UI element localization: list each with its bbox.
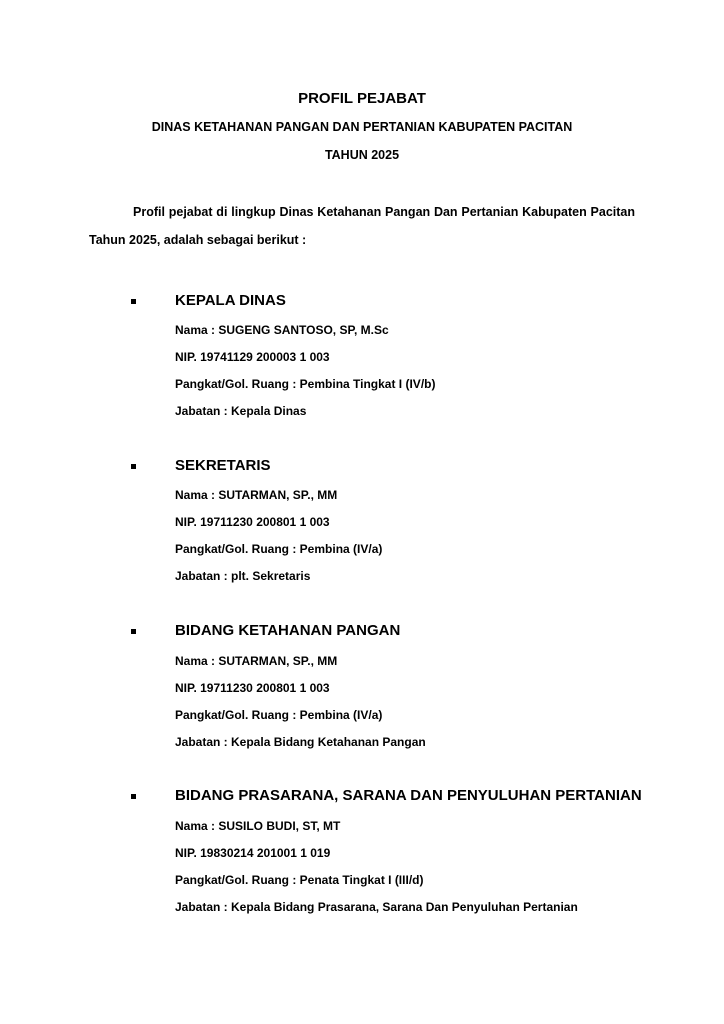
nip-line: NIP. 19711230 200801 1 003 [175, 681, 330, 695]
section-heading: BIDANG PRASARANA, SARANA DAN PENYULUHAN PERTANIAN [175, 787, 642, 804]
nama-line: Nama : SUTARMAN, SP., MM [175, 654, 338, 668]
nama-line: Nama : SUSILO BUDI, ST, MT [175, 819, 341, 833]
pangkat-line: Pangkat/Gol. Ruang : Penata Tingkat I (III/d) [175, 873, 424, 887]
bullet-icon [131, 629, 136, 634]
pangkat-line: Pangkat/Gol. Ruang : Pembina (IV/a) [175, 542, 383, 556]
section-heading: KEPALA DINAS [175, 292, 286, 309]
bullet-icon [131, 794, 136, 799]
pangkat-line: Pangkat/Gol. Ruang : Pembina (IV/a) [175, 708, 383, 722]
jabatan-line: Jabatan : plt. Sekretaris [175, 569, 311, 583]
jabatan-line: Jabatan : Kepala Dinas [175, 404, 307, 418]
intro-paragraph: Profil pejabat di lingkup Dinas Ketahanan Pangan Dan Pertanian Kabupaten Pacitan Tahun 2025, adalah sebagai berikut : [89, 205, 635, 247]
bullet-icon [131, 299, 136, 304]
jabatan-line: Jabatan : Kepala Bidang Ketahanan Pangan [175, 735, 426, 749]
nama-line: Nama : SUGENG SANTOSO, SP, M.Sc [175, 323, 389, 337]
pangkat-line: Pangkat/Gol. Ruang : Pembina Tingkat I (IV/b) [175, 377, 436, 391]
nip-line: NIP. 19741129 200003 1 003 [175, 350, 330, 364]
section-heading: SEKRETARIS [175, 457, 271, 474]
document-subtitle: DINAS KETAHANAN PANGAN DAN PERTANIAN KABUPATEN PACITAN [151, 120, 573, 134]
nama-line: Nama : SUTARMAN, SP., MM [175, 488, 338, 502]
section-heading: BIDANG KETAHANAN PANGAN [175, 622, 401, 639]
nip-line: NIP. 19830214 201001 1 019 [175, 846, 331, 860]
jabatan-line: Jabatan : Kepala Bidang Prasarana, Sarana Dan Penyuluhan Pertanian [175, 900, 578, 914]
bullet-icon [131, 464, 136, 469]
nip-line: NIP. 19711230 200801 1 003 [175, 515, 330, 529]
document-year: TAHUN 2025 [324, 148, 400, 162]
document-title: PROFIL PEJABAT [298, 90, 426, 107]
